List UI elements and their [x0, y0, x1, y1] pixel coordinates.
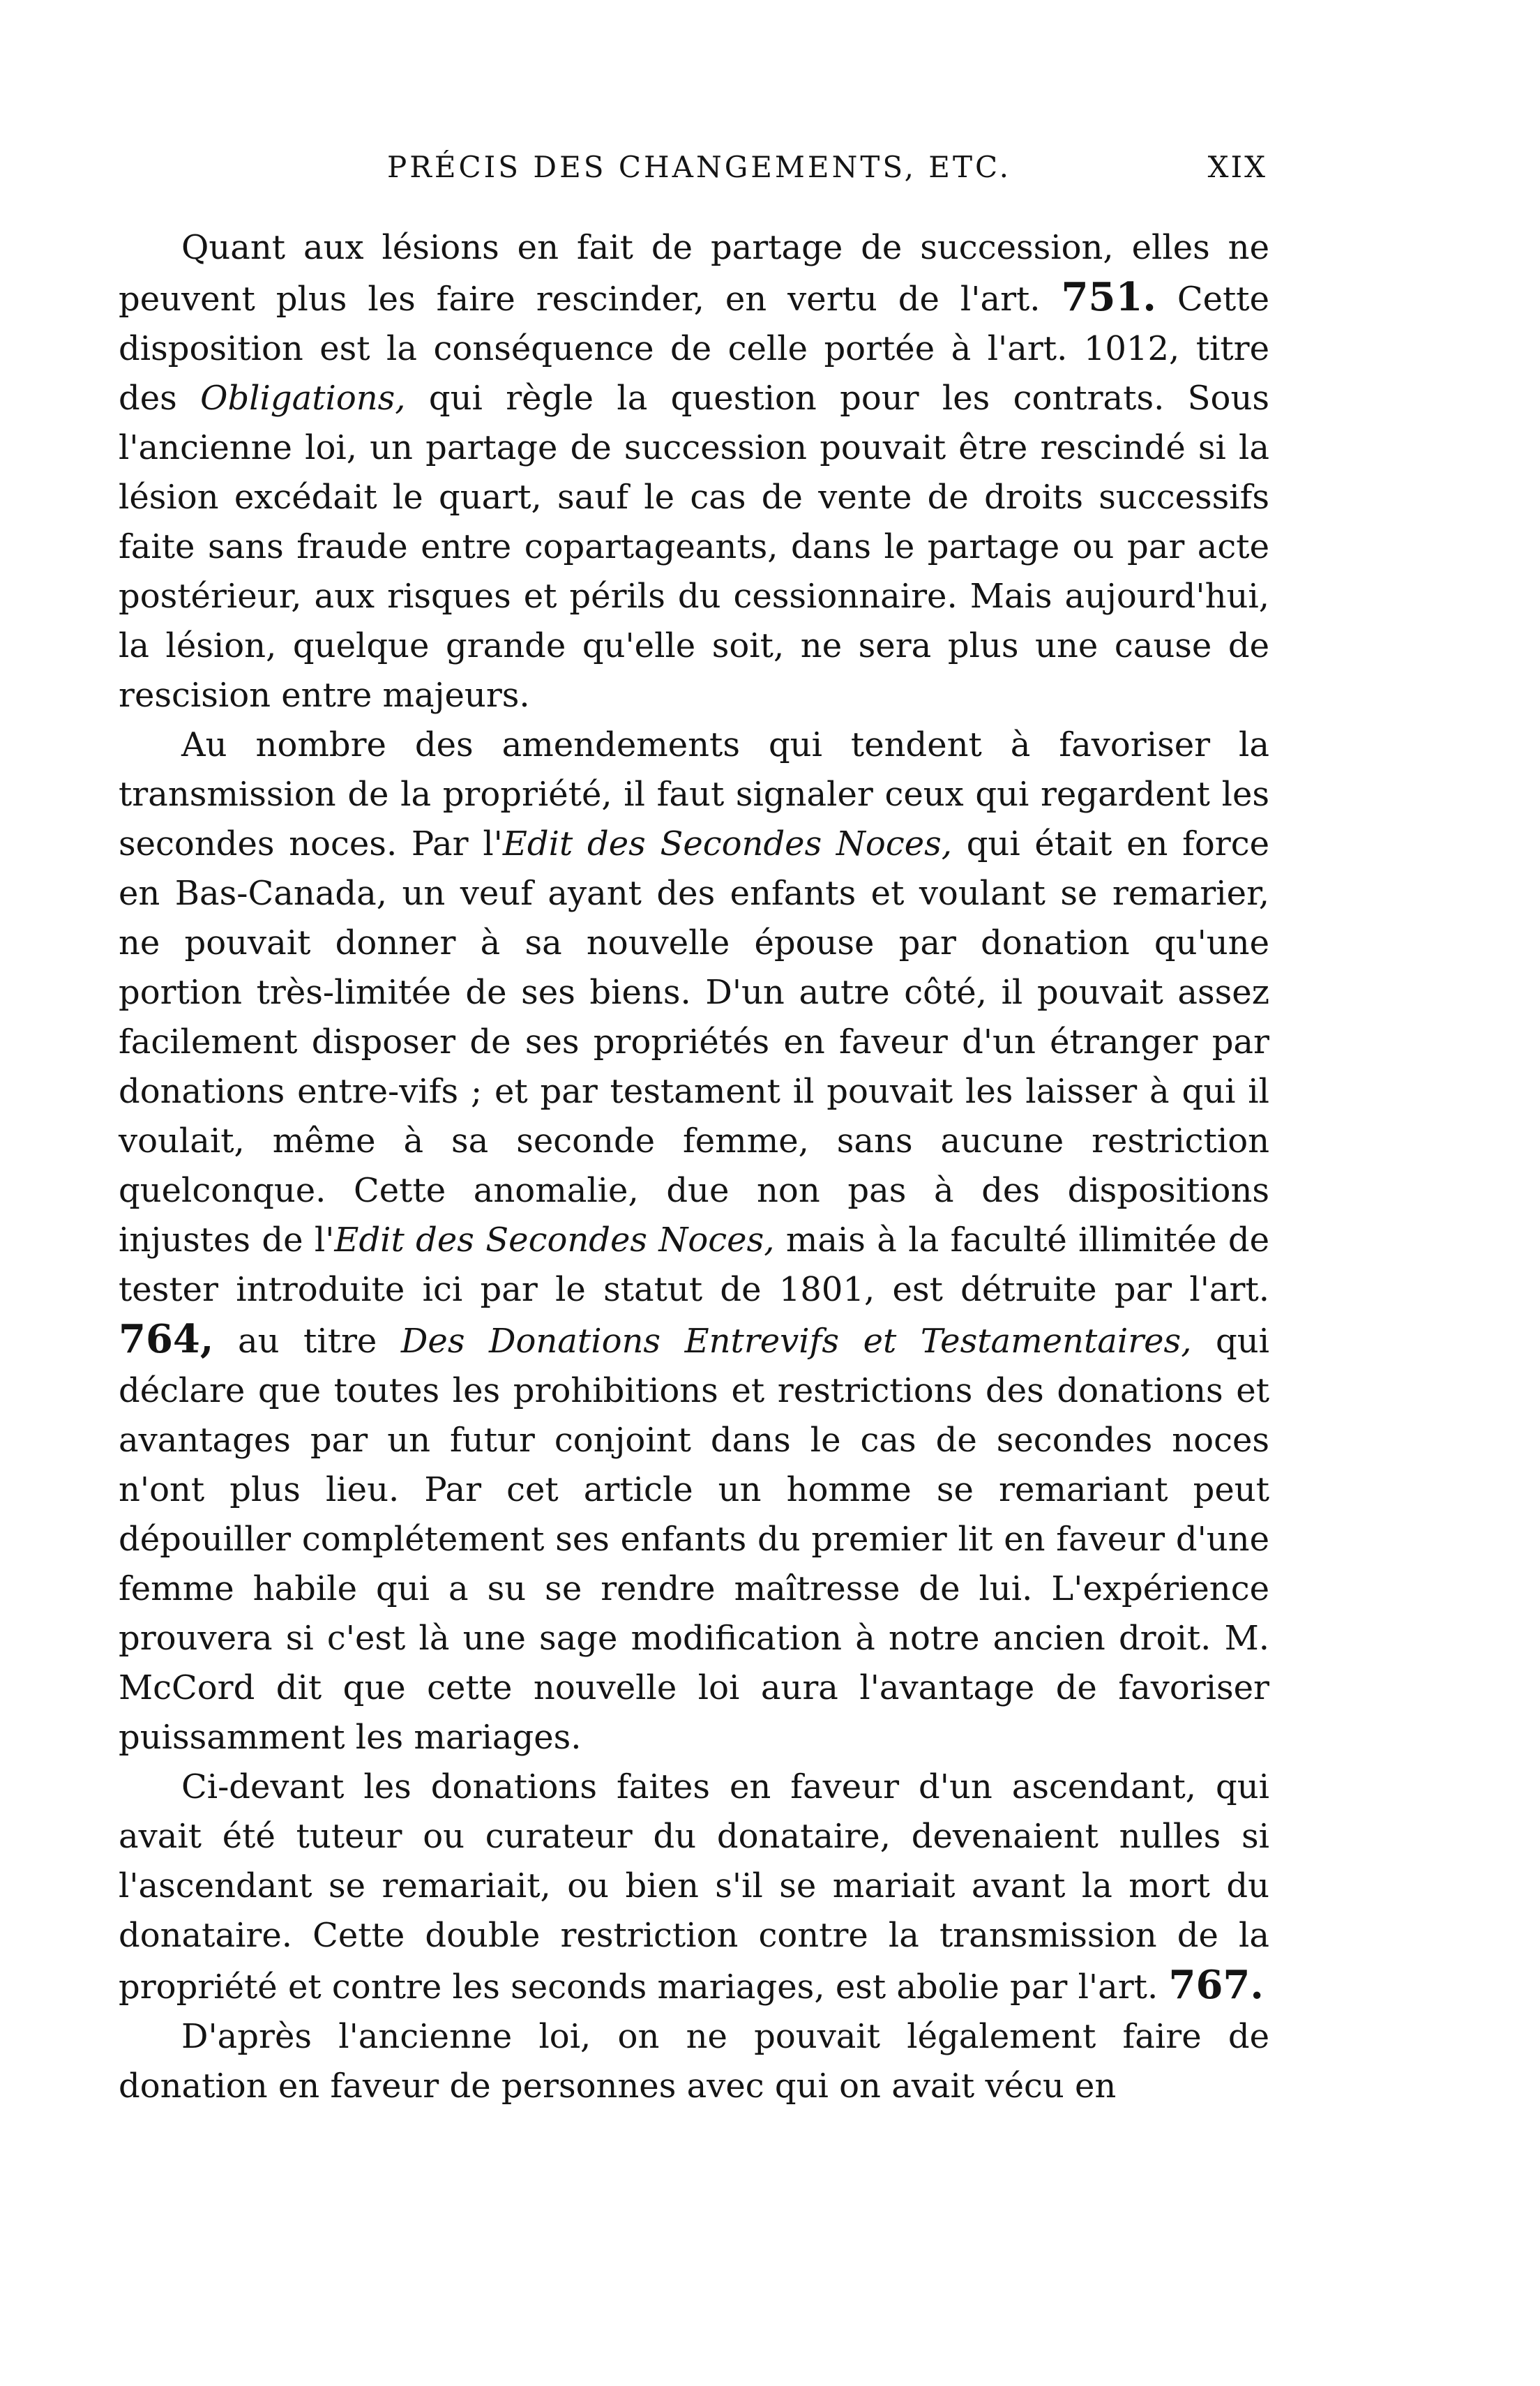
italic-title: Edit des Secondes Noces, [334, 1221, 775, 1260]
text-segment: au titre [213, 1322, 401, 1361]
italic-title: Edit des Secondes Noces, [502, 824, 952, 863]
running-title: PRÉCIS DES CHANGEMENTS, ETC. [387, 150, 1011, 184]
text-segment: Quant aux lésions en fait de partage de succession, elles ne peuvent plus les faire rescinder, en vertu de l'art. [119, 228, 1269, 319]
paragraph-ancienne-loi [119, 2012, 1269, 2111]
text-segment: qui règle la question pour les contrats. Sous l'ancienne loi, un partage de succession pouvait être rescindé si la lésion excédait le quart, sauf le cas de vente de droits successifs faite sans fraude entre copartageants, dans le partage ou par acte postérieur, aux risques et périls du cessionnaire. Mais aujourd'hui, la lésion, quelque grande qu'elle soit, ne sera plus une cause de rescision entre majeurs. [119, 379, 1269, 715]
running-header [387, 150, 1267, 192]
italic-title: Des Donations Entrevifs et Testamentaires, [400, 1322, 1192, 1361]
paragraph-secondes-noces [119, 720, 1269, 1762]
article-number: 767. [1168, 1962, 1264, 2008]
page-number: XIX [1207, 150, 1267, 184]
text-segment: Ci-devant les donations faites en faveur d'un ascendant, qui avait été tuteur ou curateur du donataire, devenaient nulles si l'ascendant se remariait, ou bien s'il se mariait avant la mort du donataire. Cette double restriction contre la transmission de la propriété et contre les seconds mariages, est abolie par l'art. [119, 1767, 1269, 2007]
text-segment: Au nombre des amendements qui tendent à favoriser la transmission de la propriété, il faut signaler ceux qui regardent les secondes noces. Par l' [119, 725, 1269, 863]
text-segment: qui déclare que toutes les prohibitions et restrictions des donations et avantages par un futur conjoint dans le cas de secondes noces n'ont plus lieu. Par cet article un homme se remariant peut dépouiller complétement ses enfants du premier lit en faveur d'une femme habile qui a su se rendre maîtresse de lui. L'expérience prouvera si c'est là une sage modification à notre ancien droit. M. McCord dit que cette nouvelle loi aura l'avantage de favoriser puissamment les mariages. [119, 1322, 1270, 1757]
italic-title: Obligations, [200, 379, 406, 418]
text-segment: qui était en force en Bas-Canada, un veuf ayant des enfants et voulant se remarier, ne pouvait donner à sa nouvelle épouse par donation qu'une portion très-limitée de ses biens. D'un autre côté, il pouvait assez facilement disposer de ses propriétés en faveur d'un étranger par donations entre-vifs ; et par testament il pouvait les laisser à qui il voulait, même à sa seconde femme, sans aucune restriction quelconque. Cette anomalie, due non pas à des dispositions injustes de l' [119, 824, 1269, 1260]
paragraph-ascendant [119, 1762, 1269, 2012]
article-number: 751. [1061, 274, 1156, 320]
article-number: 764, [119, 1316, 214, 1362]
text-segment: D'après l'ancienne loi, on ne pouvait légalement faire de donation en faveur de personnes avec qui on avait vécu en [119, 2017, 1269, 2106]
page-body [119, 223, 1269, 2111]
paragraph-lesions [119, 223, 1269, 720]
text-segment: mais à la faculté illimitée de tester introduite ici par le statut de 1801, est détruite par l'art. [119, 1221, 1270, 1309]
text-segment: Cette disposition est la conséquence de celle portée à l'art. 1012, titre des [119, 280, 1270, 418]
